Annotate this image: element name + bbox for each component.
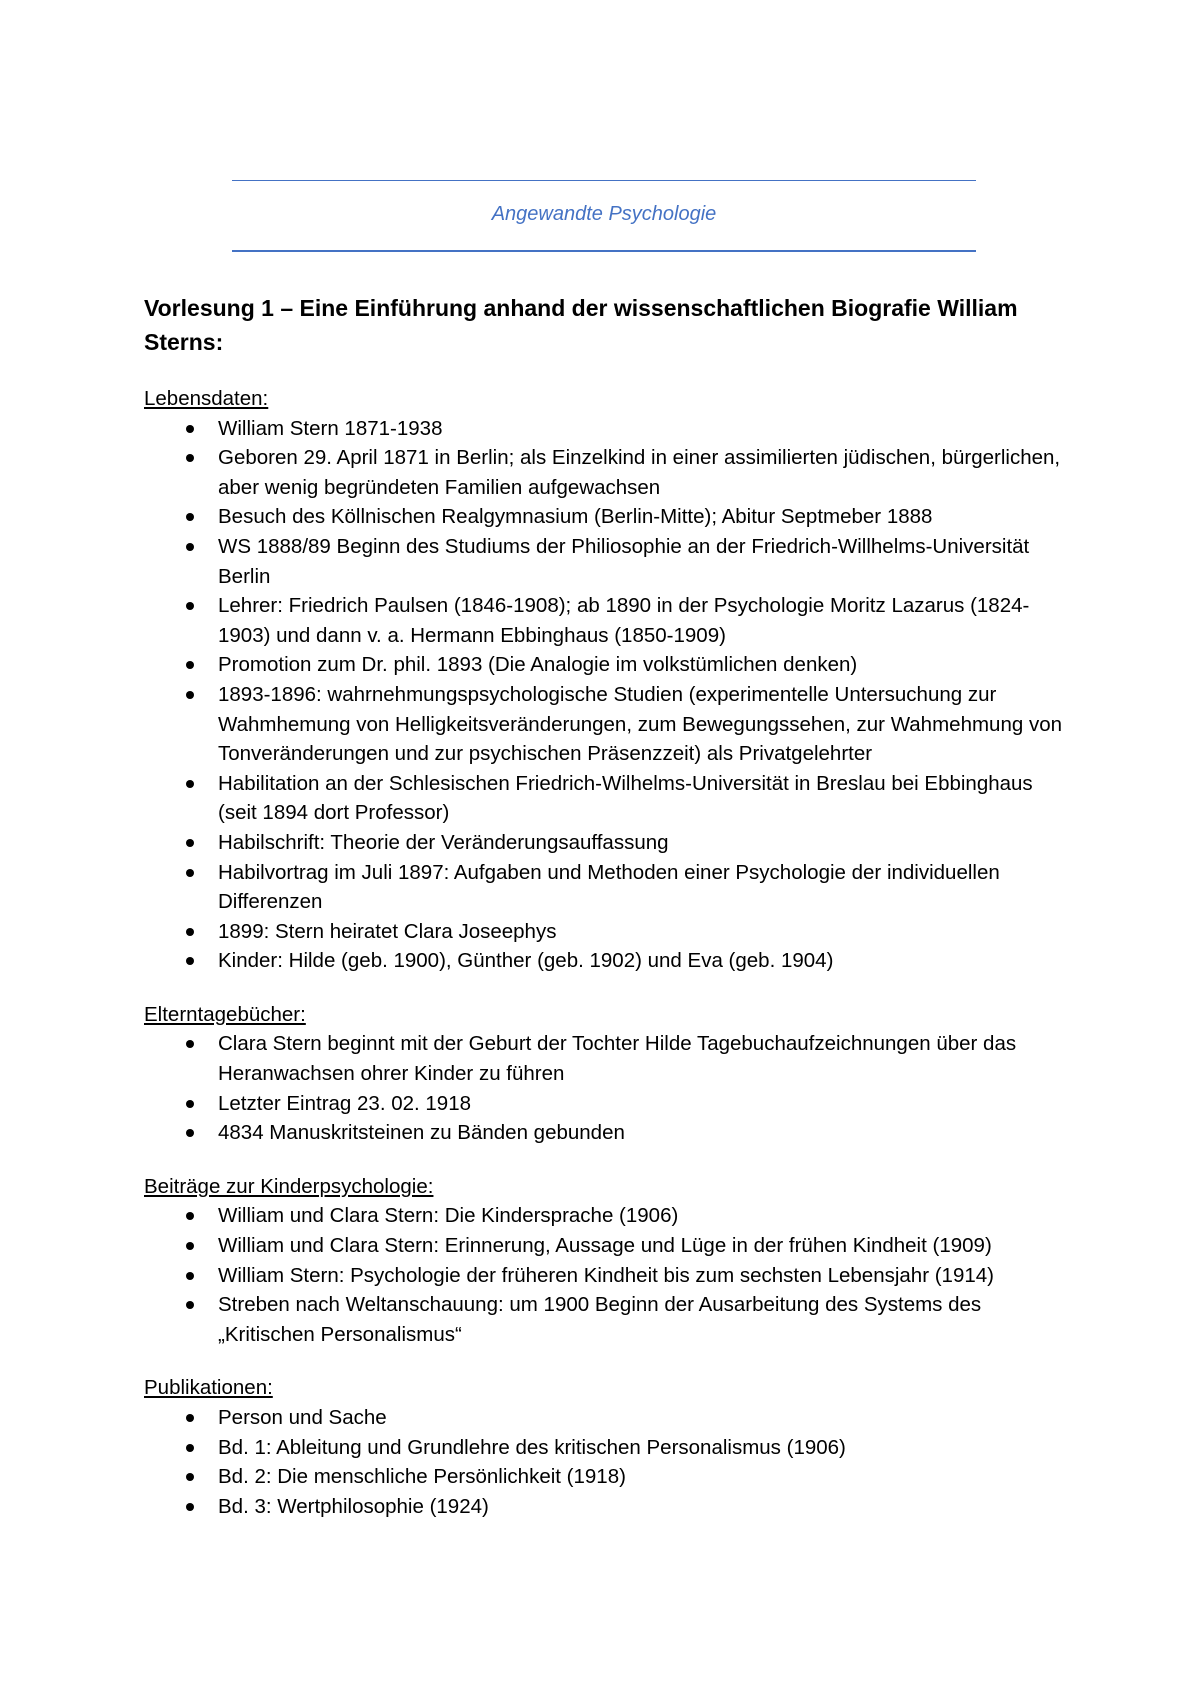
list-item-text: William Stern: Psychologie der früheren Kindheit bis zum sechsten Lebensjahr (1914) — [218, 1263, 994, 1287]
list-item-text: 4834 Manuskritsteinen zu Bänden gebunden — [218, 1121, 625, 1145]
bullet-icon — [186, 513, 194, 521]
bullet-icon — [186, 869, 194, 877]
list-item — [144, 1201, 1074, 1231]
bullet-icon — [186, 1444, 194, 1452]
section — [144, 1373, 1074, 1521]
list-item — [144, 502, 1074, 532]
bullet-icon — [186, 543, 194, 551]
section — [144, 1172, 1074, 1350]
list-item — [144, 591, 1074, 650]
list-item — [144, 680, 1074, 769]
bullet-icon — [186, 957, 194, 965]
list-item — [144, 1231, 1074, 1261]
list-item-text: 1893-1896: wahrnehmungspsychologische Studien (experimentelle Untersuchung zur Wahmhemung von Helligkeitsveränderungen, zum Bewegungssehen, zur Wahmehmung von Tonveränderungen und zur psychischen Präsenzzeit) als Privatgelehrter — [218, 682, 1062, 766]
bullet-list — [144, 1201, 1074, 1349]
list-item-text: Bd. 3: Wertphilosophie (1924) — [218, 1494, 489, 1518]
list-item — [144, 414, 1074, 444]
list-item-text: Habilitation an der Schlesischen Friedrich-Wilhelms-Universität in Breslau bei Ebbinghaus (seit 1894 dort Professor) — [218, 771, 1033, 825]
section-heading: Beiträge zur Kinderpsychologie: — [144, 1174, 434, 1198]
list-item — [144, 443, 1074, 502]
section — [144, 1000, 1074, 1148]
list-item-text: Streben nach Weltanschauung: um 1900 Beginn der Ausarbeitung des Systems des „Kritischen Personalismus“ — [218, 1293, 982, 1346]
list-item — [144, 650, 1074, 680]
list-item-text: Clara Stern beginnt mit der Geburt der Tochter Hilde Tagebuchaufzeichnungen über das Heranwachsen ohrer Kinder zu führen — [218, 1032, 1017, 1086]
list-item — [144, 1089, 1074, 1119]
list-item-text: Letzter Eintrag 23. 02. 1918 — [218, 1091, 472, 1115]
list-item-text: 1899: Stern heiratet Clara Joseephys — [218, 919, 557, 943]
list-item-text: Bd. 1: Ableitung und Grundlehre des kritischen Personalismus (1906) — [218, 1435, 846, 1459]
list-item — [144, 858, 1074, 917]
list-item-text: Promotion zum Dr. phil. 1893 (Die Analogie im volkstümlichen denken) — [218, 653, 858, 677]
bullet-icon — [186, 661, 194, 669]
list-item-text: Habilvortrag im Juli 1897: Aufgaben und Methoden einer Psychologie der individuellen Differenzen — [218, 860, 1000, 914]
bullet-icon — [186, 1100, 194, 1108]
list-item — [144, 1118, 1074, 1148]
list-item — [144, 1290, 1074, 1349]
list-item — [144, 769, 1074, 828]
bullet-icon — [186, 1473, 194, 1481]
bullet-icon — [186, 1129, 194, 1137]
bullet-icon — [186, 928, 194, 936]
bullet-icon — [186, 1040, 194, 1048]
list-item-text: Person und Sache — [218, 1406, 387, 1429]
document-body — [144, 291, 1074, 1545]
bullet-list — [144, 414, 1074, 976]
header-title: Angewandte Psychologie — [491, 203, 717, 225]
list-item — [144, 828, 1074, 858]
bullet-icon — [186, 1272, 194, 1280]
list-item — [144, 1462, 1074, 1492]
list-item — [144, 1261, 1074, 1291]
list-item-text: Bd. 2: Die menschliche Persönlichkeit (1918) — [218, 1465, 626, 1489]
bullet-icon — [186, 1414, 194, 1422]
list-item — [144, 1403, 1074, 1433]
bullet-icon — [186, 1301, 194, 1309]
list-item-text: William und Clara Stern: Erinnerung, Aussage und Lüge in der frühen Kindheit (1909) — [218, 1234, 992, 1258]
bullet-icon — [186, 602, 194, 610]
section-heading: Elterntagebücher: — [144, 1002, 306, 1026]
section-heading: Lebensdaten: — [144, 387, 269, 410]
list-item — [144, 917, 1074, 947]
header-bottom-rule — [232, 250, 976, 252]
section-heading: Publikationen: — [144, 1376, 273, 1400]
bullet-icon — [186, 780, 194, 788]
list-item-text: Kinder: Hilde (geb. 1900), Günther (geb. 1902) und Eva (geb. 1904) — [218, 949, 834, 973]
list-item — [144, 1433, 1074, 1463]
bullet-icon — [186, 425, 194, 433]
list-item-text: Lehrer: Friedrich Paulsen (1846-1908); ab 1890 in der Psychologie Moritz Lazarus (1824-1903) und dann v. a. Hermann Ebbinghaus (1850-1909) — [218, 594, 1030, 647]
list-item-text: Habilschrift: Theorie der Veränderungsauffassung — [218, 830, 669, 854]
list-item — [144, 1029, 1074, 1088]
bullet-icon — [186, 454, 194, 462]
list-item-text: William und Clara Stern: Die Kindersprache (1906) — [218, 1204, 679, 1228]
list-item — [144, 946, 1074, 976]
bullet-icon — [186, 691, 194, 699]
bullet-list — [144, 1029, 1074, 1147]
list-item — [144, 532, 1074, 591]
list-item-text: Besuch des Köllnischen Realgymnasium (Berlin-Mitte); Abitur Septmeber 1888 — [218, 505, 933, 529]
list-item-text: WS 1888/89 Beginn des Studiums der Philiosophie an der Friedrich-Willhelms-Universität Berlin — [218, 534, 1030, 588]
bullet-list — [144, 1403, 1074, 1521]
list-item-text: Geboren 29. April 1871 in Berlin; als Einzelkind in einer assimilierten jüdischen, bürgerlichen, aber wenig begründeten Familien aufgewachsen — [218, 446, 1061, 499]
list-item-text: William Stern 1871-1938 — [218, 416, 443, 440]
bullet-icon — [186, 1212, 194, 1220]
bullet-icon — [186, 839, 194, 847]
header-top-rule — [232, 180, 976, 181]
sections-container — [144, 384, 1074, 1521]
bullet-icon — [186, 1242, 194, 1250]
list-item — [144, 1492, 1074, 1522]
bullet-icon — [186, 1503, 194, 1511]
section — [144, 384, 1074, 976]
lecture-title: Vorlesung 1 – Eine Einführung anhand der wissenschaftlichen Biografie William Sterns: — [144, 295, 1018, 355]
